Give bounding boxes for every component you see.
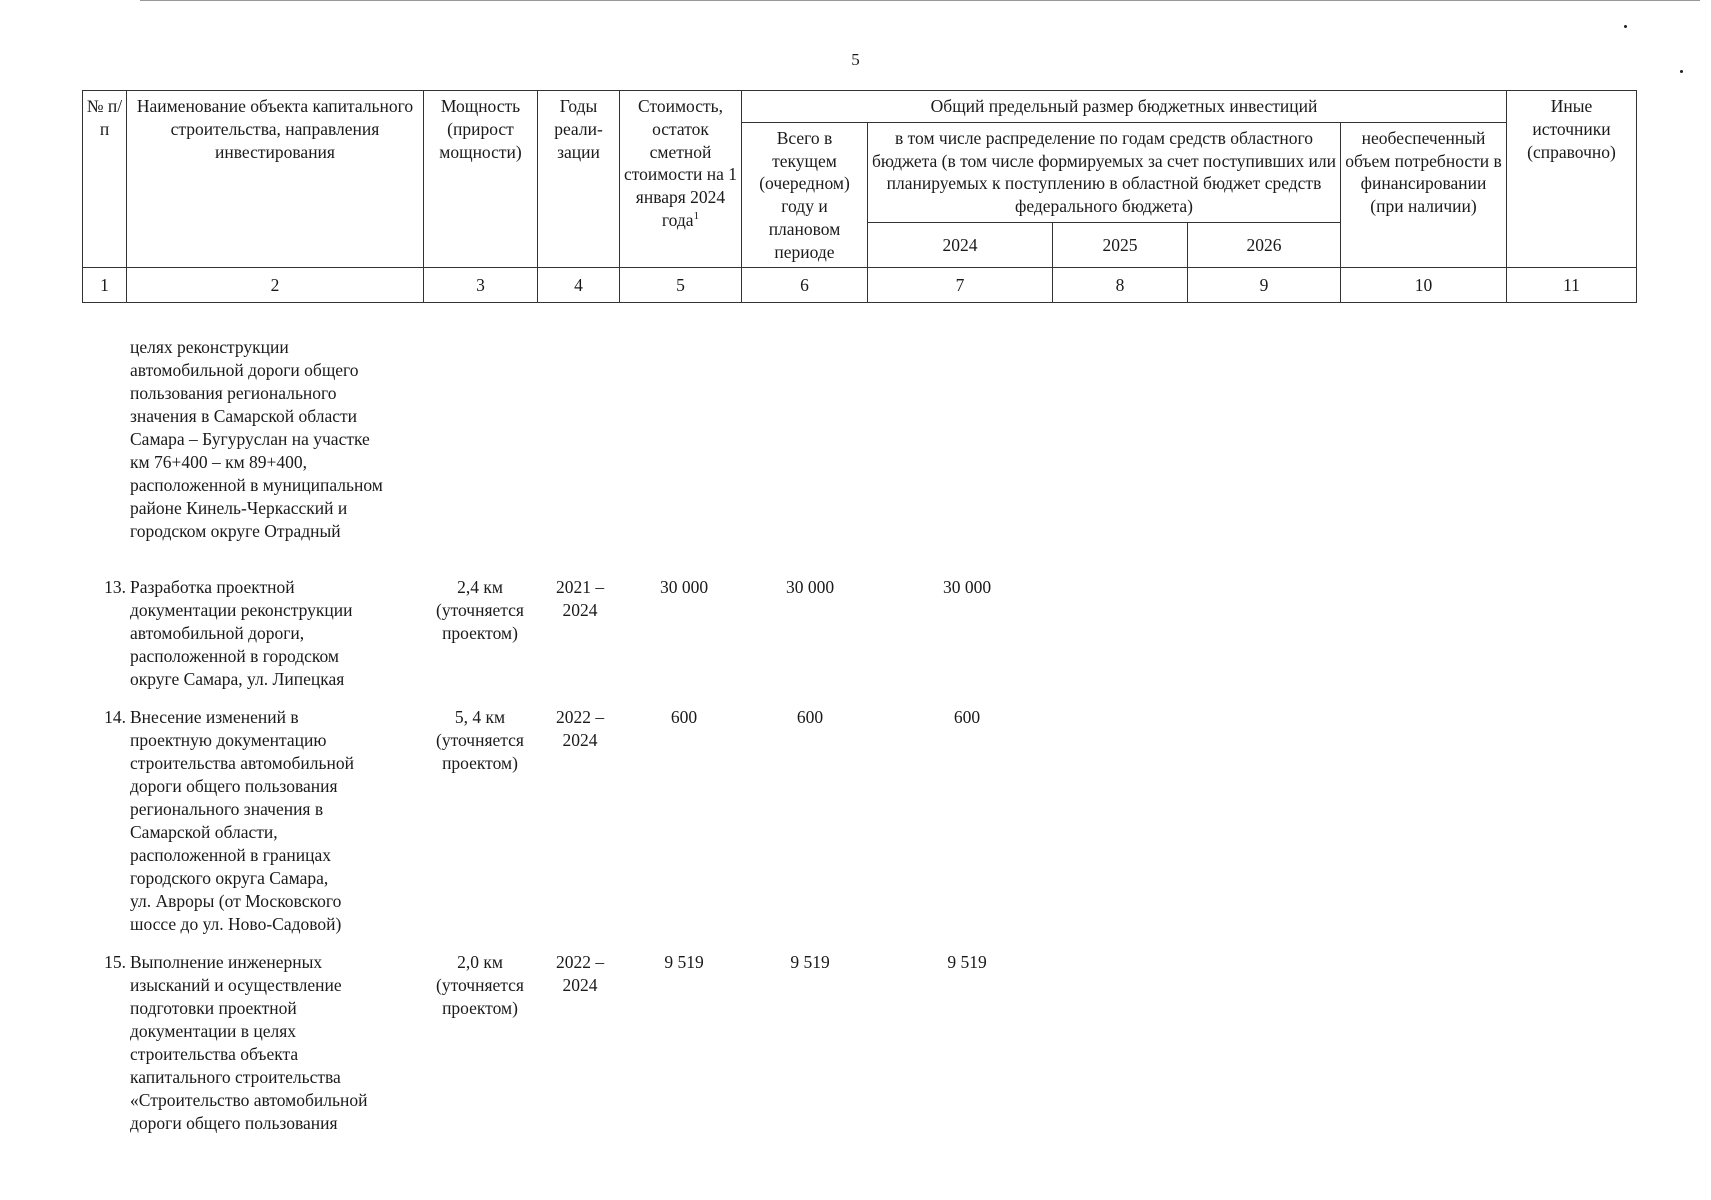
amount-2024: 9 519 — [947, 952, 987, 972]
table-row — [82, 706, 1636, 936]
header-other-sources: Иные источники (справочно) — [1507, 91, 1637, 268]
column-number: 3 — [424, 268, 538, 303]
page-number: 5 — [851, 50, 860, 69]
capacity: 2,0 км (уточняется проектом) — [436, 952, 524, 1018]
column-number: 4 — [538, 268, 620, 303]
row-index: 13. — [104, 577, 126, 597]
row-index: 15. — [104, 952, 126, 972]
column-number: 8 — [1053, 268, 1188, 303]
amount-2024: 30 000 — [942, 577, 992, 597]
header-capacity: Мощность (прирост мощности) — [424, 91, 538, 268]
total: 30 000 — [785, 577, 835, 597]
capacity: 5, 4 км (уточняется проектом) — [436, 707, 524, 773]
header-year-2025: 2025 — [1053, 223, 1188, 268]
header-year-2024: 2024 — [868, 223, 1053, 268]
scan-artifact-dot — [1624, 25, 1627, 28]
years: 2022 – 2024 — [555, 952, 605, 995]
object-name: Внесение изменений в проектную документацию строительства автомобильной дороги общего пользования регионального значения в Самарской области, расположенной в границах городского округа Самара, ул. Авроры (от Московского шоссе до ул. Ново-Садовой) — [130, 707, 354, 934]
capacity: 2,4 км (уточняется проектом) — [436, 577, 524, 643]
scan-artifact-line — [140, 0, 1700, 1]
table-header — [82, 90, 1637, 303]
column-number: 6 — [742, 268, 868, 303]
column-number: 11 — [1507, 268, 1637, 303]
row-index: 14. — [104, 707, 126, 727]
header-object-name: Наименование объекта капитального строительства, направления инвестирования — [127, 91, 424, 268]
object-name: Выполнение инженерных изысканий и осуществление подготовки проектной документации в целях строительства объекта капитального строительства «Строительство автомобильной дороги общего пользования — [130, 952, 368, 1133]
cost: 30 000 — [659, 577, 709, 597]
years: 2022 – 2024 — [555, 707, 605, 750]
table-row-continuation — [82, 336, 1636, 543]
column-number: 5 — [620, 268, 742, 303]
footnote-marker: 1 — [693, 209, 700, 222]
header-distribution: в том числе распределение по годам средств областного бюджета (в том числе формируемых за счет поступивших или планируемых к поступлению в областной бюджет средств федерального бюджета) — [868, 122, 1341, 223]
column-number: 2 — [127, 268, 424, 303]
table-body — [82, 336, 1636, 1135]
column-number: 1 — [83, 268, 127, 303]
header-cost-text: Стоимость, остаток сметной стоимости на 1 января 2024 года — [624, 96, 737, 230]
object-name: целях реконструкции автомобильной дороги общего пользования регионального значения в Самарской области Самара – Бугуруслан на участке км 76+400 – км 89+400, расположенной в муниципальном районе Кинель-Черкасский и городском округе Отрадный — [130, 337, 383, 541]
column-number: 9 — [1188, 268, 1341, 303]
header-number: № п/п — [83, 91, 127, 268]
cost: 9 519 — [664, 952, 704, 972]
table-row — [82, 576, 1636, 691]
column-number: 10 — [1341, 268, 1507, 303]
header-total-group: Общий предельный размер бюджетных инвестиций — [742, 91, 1507, 123]
cost: 600 — [670, 707, 698, 727]
header-total: Всего в текущем (очередном) году и плановом периоде — [742, 122, 868, 268]
header-cost — [620, 91, 742, 268]
years: 2021 – 2024 — [555, 577, 605, 620]
scan-artifact-dot — [1680, 70, 1683, 73]
object-name: Разработка проектной документации реконструкции автомобильной дороги, расположенной в городском округе Самара, ул. Липецкая — [130, 577, 353, 689]
total: 600 — [796, 707, 824, 727]
column-numbers-row — [83, 268, 1637, 303]
column-number: 7 — [868, 268, 1053, 303]
header-years: Годы реали-зации — [538, 91, 620, 268]
amount-2024: 600 — [953, 707, 981, 727]
total: 9 519 — [790, 952, 830, 972]
table-row — [82, 951, 1636, 1135]
header-year-2026: 2026 — [1188, 223, 1341, 268]
header-unfunded: необеспеченный объем потребности в финансировании (при наличии) — [1341, 122, 1507, 268]
